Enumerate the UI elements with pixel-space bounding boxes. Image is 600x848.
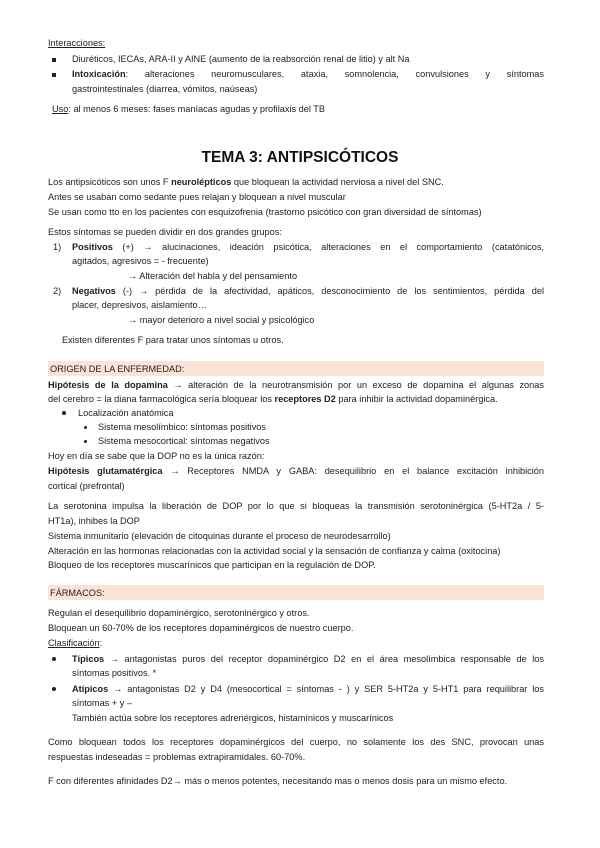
- negativos-line: [72, 285, 544, 297]
- page-title: TEMA 3: ANTIPSICÓTICOS: [201, 149, 399, 166]
- section-band: [48, 585, 544, 600]
- tipicos-label: Típicos: [72, 654, 105, 664]
- round-bullet-icon: [62, 411, 66, 415]
- list-number: 1): [53, 242, 62, 252]
- neurolepticos-term: neurolépticos: [171, 177, 232, 187]
- positivos-cont: agitados, agresivos = - frecuente): [72, 256, 209, 266]
- positivos-label: Positivos: [72, 242, 113, 252]
- tipicos-line: [72, 653, 544, 665]
- inmunitario-line: Sistema inmunitario (elevación de citoquinas durante el proceso de neurodesarrollo): [48, 531, 391, 541]
- serotonina-line-2: HT1a), inhibes la DOP: [48, 516, 140, 526]
- origen-heading: ORIGEN DE LA ENFERMEDAD:: [50, 364, 185, 374]
- atipicos-cont: síntomas + y –: [72, 698, 133, 708]
- clasificacion-label: Clasificación: [48, 638, 100, 648]
- afinidades-line: F con diferentes afinidades D2→ más o menos potentes, necesitando mas o menos dosis para un mismo efecto.: [48, 776, 508, 786]
- uso-text: : al menos 6 meses: fases maníacas agudas y profilaxis del TB: [68, 104, 326, 114]
- mesolimbico-item: Sistema mesolímbico: síntomas positivos: [98, 422, 266, 432]
- negativos-label: Negativos: [72, 286, 116, 296]
- farmacos-heading: FÁRMACOS:: [50, 588, 105, 598]
- dopamina-cont-text: para inhibir la actividad dopaminérgica.: [335, 394, 498, 404]
- existen-line: Existen diferentes F para tratar unos síntomas u otros.: [62, 335, 284, 345]
- uso-line: [52, 103, 325, 115]
- intro-text: que bloquean la actividad nerviosa a nivel del SNC.: [231, 177, 444, 187]
- receptores-d2-term: receptores D2: [274, 394, 336, 404]
- negativos-arrow-line: → mayor deterioro a nivel social y psicológico: [128, 315, 315, 325]
- localizacion-item: Localización anatómica: [78, 408, 174, 418]
- interacciones-item-1: Diuréticos, IECAs, ARA-II y AINE (aumento de la reabsorción renal de litio) y alt Na: [72, 54, 410, 64]
- hipotesis-glutamatergica-cont: cortical (prefrontal): [48, 481, 125, 491]
- intro-text: Los antipsicóticos son unos F: [48, 177, 172, 187]
- hipotesis-dopamina-label: Hipótesis de la dopamina: [48, 380, 168, 390]
- intoxicacion-text: : alteraciones neuromusculares, ataxia, somnolencia, convulsiones y síntomas: [125, 69, 544, 79]
- tipicos-cont: síntomas positivos. *: [72, 668, 157, 678]
- interacciones-item-2: [72, 68, 544, 80]
- atipicos-line: [72, 683, 544, 695]
- hipotesis-glutamatergica-label: Hipótesis glutamatérgica: [48, 466, 163, 476]
- intro-line-2: Antes se usaban como sedante pues relajan y bloquean a nivel muscular: [48, 192, 346, 202]
- intro-line-3: Se usan como tto en los pacientes con esquizofrenia (trastorno psicótico con gran diversidad de síntomas): [48, 207, 482, 217]
- clasificacion-colon: :: [99, 638, 103, 648]
- intro-line-1: [48, 176, 444, 188]
- atipicos-label: Atípicos: [72, 684, 109, 694]
- farmacos-line-2: Bloquean un 60-70% de los receptores dopaminérgicos de nuestro cuerpo.: [48, 623, 354, 633]
- atipicos-cont-2: También actúa sobre los receptores adrenérgicos, histamínicos y muscarínicos: [72, 713, 394, 723]
- uso-label: Uso: [52, 104, 69, 114]
- round-bullet-icon: [84, 440, 87, 443]
- serotonina-line-1: La serotonina impulsa la liberación de DOP por lo que si bloqueas la transmisión serotoninérgica (5-HT2a / 5-: [48, 501, 544, 511]
- round-bullet-icon: [52, 687, 56, 691]
- muscarinicos-line: Bloqueo de los receptores muscarínicos que participan en la regulación de DOP.: [48, 560, 376, 570]
- mesocortical-item: Sistema mesocortical: síntomas negativos: [98, 436, 270, 446]
- square-bullet-icon: [52, 73, 56, 77]
- hipotesis-dopamina-cont: [48, 393, 498, 405]
- clasificacion-heading: [48, 637, 102, 649]
- intoxicacion-label: Intoxicación: [72, 69, 126, 79]
- positivos-text: (+) → alucinaciones, ideación psicótica, alteraciones en el comportamiento (catatónicos,: [112, 242, 544, 252]
- round-bullet-icon: [52, 657, 56, 661]
- negativos-text: (-) → pérdida de la afectividad, apáticos, desconocimiento de los sentimientos, pérdida del: [115, 286, 544, 296]
- farmacos-line-1: Regulan el desequilibrio dopaminérgico, serotoninérgico y otros.: [48, 608, 310, 618]
- hoy-line: Hoy en día se sabe que la DOP no es la única razón:: [48, 451, 265, 461]
- hipotesis-dopamina-text: → alteración de la neurotransmisión por un exceso de dopamina el algunas zonas: [167, 380, 544, 390]
- bloquean-line-2: respuestas indeseadas = problemas extrapiramidales. 60-70%.: [48, 752, 306, 762]
- bloquean-line-1: Como bloquean todos los receptores dopaminérgicos del cuerpo, no solamente los des SNC, provocan unas: [48, 737, 544, 747]
- hipotesis-dopamina-line: [48, 379, 544, 391]
- atipicos-text: → antagonistas D2 y D4 (mesocortical = síntomas - ) y SER 5-HT2a y 5-HT1 para requilibrar los: [108, 684, 544, 694]
- interacciones-heading: Interacciones:: [48, 38, 106, 48]
- hipotesis-glutamatergica-text: → Receptores NMDA y GABA: desequilibrio en el balance excitación inhibición: [162, 466, 544, 476]
- sintomas-intro: Estos síntomas se pueden dividir en dos grandes grupos:: [48, 227, 282, 237]
- positivos-arrow-line: → Alteración del habla y del pensamiento: [128, 271, 298, 281]
- dopamina-cont-text: del cerebro = la diana farmacológica sería bloquear los: [48, 394, 275, 404]
- negativos-cont: placer, depresivos, aislamiento…: [72, 300, 207, 310]
- hormonas-line: Alteración en las hormonas relacionadas con la actividad social y la sensación de confianza y calma (oxitocina): [48, 546, 501, 556]
- interacciones-item-2-cont: gastrointestinales (diarrea, vómitos, naúseas): [72, 84, 258, 94]
- tipicos-text: → antagonistas puros del receptor dopaminérgico D2 en el área mesolímbica responsable de los: [104, 654, 544, 664]
- positivos-line: [72, 241, 544, 253]
- hipotesis-glutamatergica-line: [48, 465, 544, 477]
- square-bullet-icon: [52, 58, 56, 62]
- round-bullet-icon: [84, 426, 87, 429]
- list-number: 2): [53, 286, 62, 296]
